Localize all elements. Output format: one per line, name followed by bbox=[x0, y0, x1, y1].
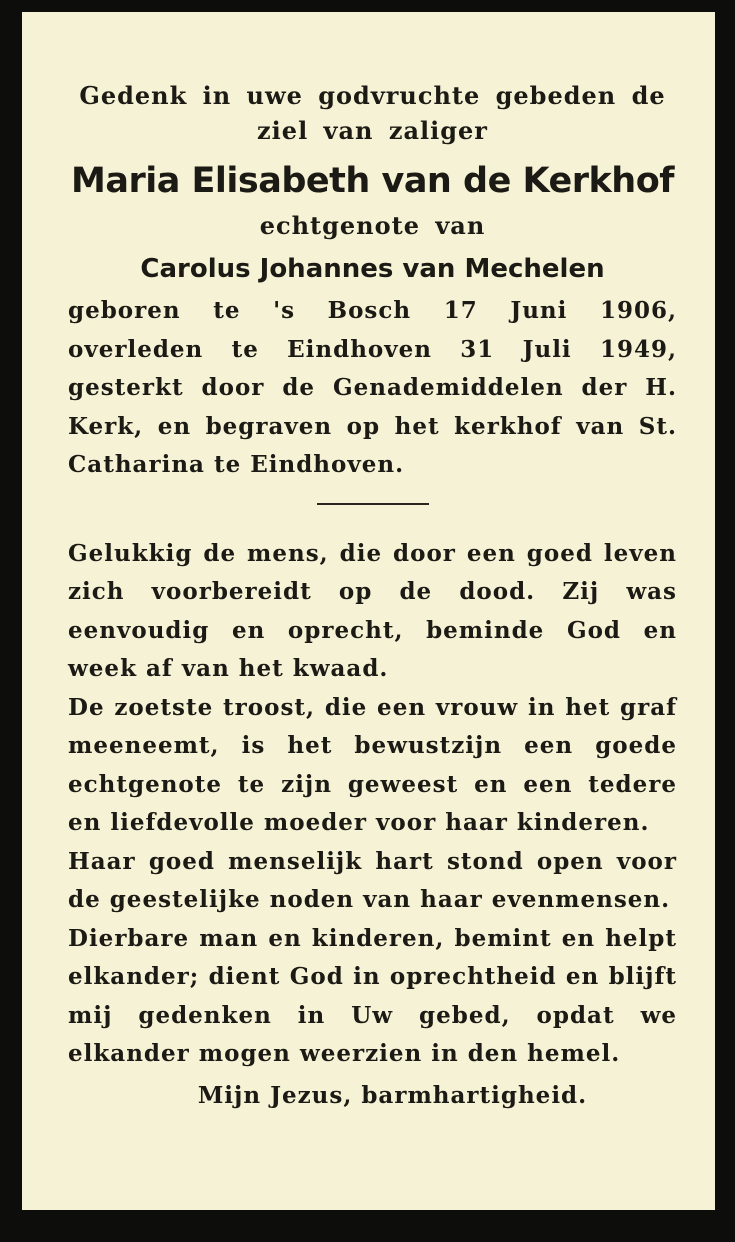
divider bbox=[317, 503, 429, 505]
deceased-name: Maria Elisabeth van de Kerkhof bbox=[71, 161, 674, 201]
intro-line: Gedenk in uwe godvruchte gebeden de bbox=[79, 81, 666, 110]
reflection-paragraph: Dierbare man en kinderen, bemint en helpt elkander; dient God in oprechtheid en blijft mij gedenken in Uw gebed, opdat we elkander mogen weerzien in den hemel. bbox=[68, 924, 677, 1067]
spouse-name: Carolus Johannes van Mechelen bbox=[140, 254, 605, 284]
biography-text: geboren te 's Bosch 17 Juni 1906, overleden te Eindhoven 31 Juli 1949, gesterkt door de Genademiddelen der H. Kerk, en begraven op het kerkhof van St. Catharina te Eindhoven. bbox=[68, 297, 677, 478]
memorial-card bbox=[22, 12, 715, 1210]
spouse-label: echtgenote van bbox=[259, 211, 486, 240]
reflection-paragraph: Gelukkig de mens, die door een goed leven zich voorbereidt op de dood. Zij was eenvoudig en oprecht, beminde God en week af van het kwaad. bbox=[68, 539, 677, 682]
reflection-paragraph: De zoetste troost, die een vrouw in het graf meeneemt, is het bewustzijn een goede echtgenote te zijn geweest en een tedere en liefdevolle moeder voor haar kinderen. bbox=[68, 693, 677, 836]
intro-line-2: ziel van zaliger bbox=[257, 116, 488, 145]
reflection-paragraph: Haar goed menselijk hart stond open voor de geestelijke noden van haar evenmensen. bbox=[68, 847, 677, 913]
closing-prayer: Mijn Jezus, barmhartigheid. bbox=[197, 1081, 588, 1109]
